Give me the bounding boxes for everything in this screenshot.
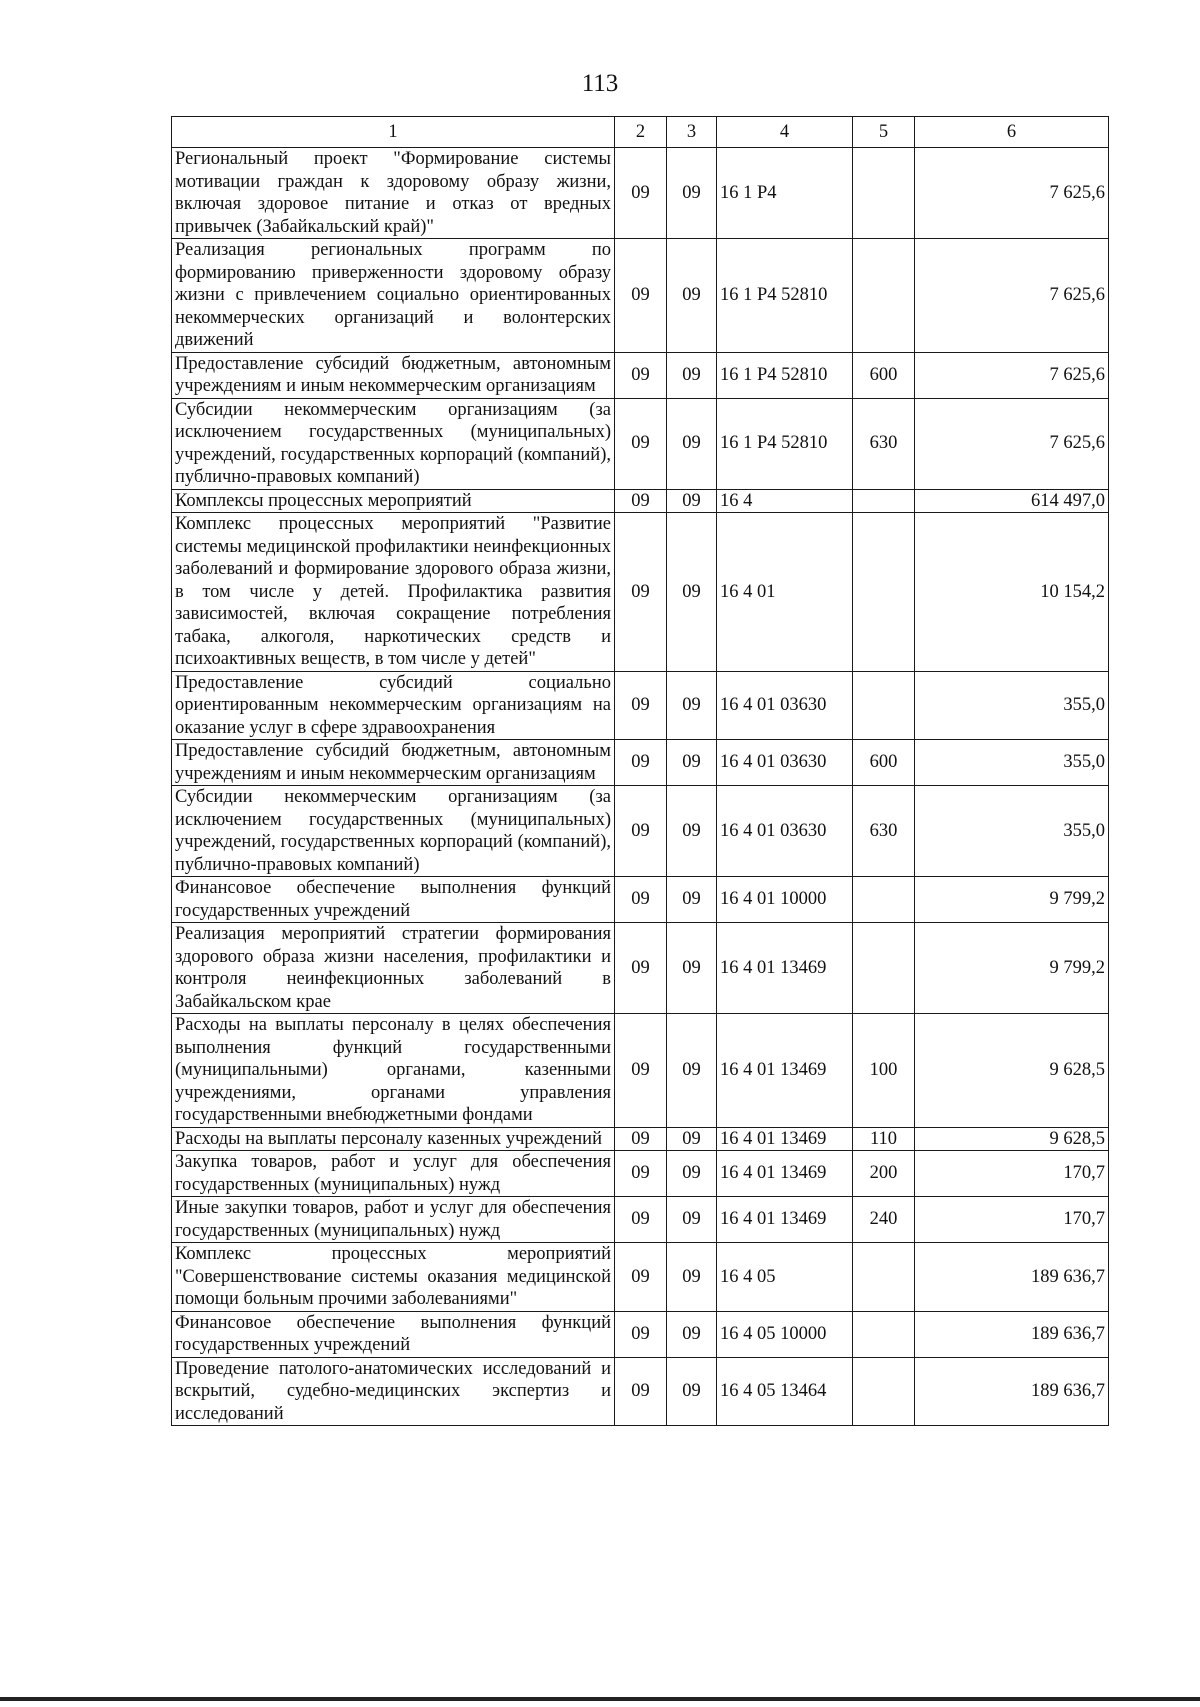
expense-name-cell: Расходы на выплаты персоналу казенных учреждений: [172, 1127, 615, 1151]
table-row: [172, 1014, 1109, 1128]
table-row: [172, 1197, 1109, 1243]
expense-type-cell: [853, 239, 915, 353]
table-body: [172, 148, 1109, 1426]
amount-cell: 9 799,2: [915, 877, 1109, 923]
expense-name-cell: Иные закупки товаров, работ и услуг для обеспечения государственных (муниципальных) нужд: [172, 1197, 615, 1243]
section-code-cell: 09: [615, 489, 667, 513]
expense-type-cell: [853, 513, 915, 672]
expense-type-cell: [853, 148, 915, 239]
expense-type-cell: 100: [853, 1014, 915, 1128]
section-code-cell: 09: [615, 786, 667, 877]
table-row: [172, 1151, 1109, 1197]
subsection-code-cell: 09: [667, 398, 717, 489]
subsection-code-cell: 09: [667, 489, 717, 513]
section-code-cell: 09: [615, 1311, 667, 1357]
subsection-code-cell: 09: [667, 1243, 717, 1312]
target-article-cell: 16 1 Р4 52810: [717, 398, 853, 489]
subsection-code-cell: 09: [667, 1357, 717, 1426]
expense-type-cell: [853, 1243, 915, 1312]
page-number: 113: [581, 70, 619, 97]
section-code-cell: 09: [615, 398, 667, 489]
amount-cell: 355,0: [915, 671, 1109, 740]
expense-name-cell: Закупка товаров, работ и услуг для обеспечения государственных (муниципальных) нужд: [172, 1151, 615, 1197]
expense-name-cell: Расходы на выплаты персоналу в целях обеспечения выполнения функций государственными (муниципальными) органами, казенными учреждениями, органами управления государственными внебюджетными фондами: [172, 1014, 615, 1128]
amount-cell: 189 636,7: [915, 1243, 1109, 1312]
amount-cell: 189 636,7: [915, 1311, 1109, 1357]
subsection-code-cell: 09: [667, 1014, 717, 1128]
section-code-cell: 09: [615, 671, 667, 740]
expense-type-cell: 600: [853, 740, 915, 786]
expense-type-cell: [853, 1357, 915, 1426]
target-article-cell: 16 4 01 13469: [717, 1127, 853, 1151]
expense-name-cell: Реализация региональных программ по формированию приверженности здоровому образу жизни с привлечением социально ориентированных некоммерческих организаций и волонтерских движений: [172, 239, 615, 353]
subsection-code-cell: 09: [667, 671, 717, 740]
expense-name-cell: Комплексы процессных мероприятий: [172, 489, 615, 513]
expense-name-cell: Комплекс процессных мероприятий "Совершенствование системы оказания медицинской помощи больным прочими заболеваниями": [172, 1243, 615, 1312]
target-article-cell: 16 4 01 03630: [717, 786, 853, 877]
target-article-cell: 16 4 01 10000: [717, 877, 853, 923]
subsection-code-cell: 09: [667, 877, 717, 923]
expense-type-cell: 110: [853, 1127, 915, 1151]
section-code-cell: 09: [615, 877, 667, 923]
target-article-cell: 16 4 05: [717, 1243, 853, 1312]
table-row: [172, 786, 1109, 877]
expense-type-cell: [853, 923, 915, 1014]
section-code-cell: 09: [615, 1014, 667, 1128]
subsection-code-cell: 09: [667, 352, 717, 398]
amount-cell: 355,0: [915, 740, 1109, 786]
target-article-cell: 16 4 05 10000: [717, 1311, 853, 1357]
header-col-3: 3: [667, 117, 717, 148]
target-article-cell: 16 1 Р4 52810: [717, 239, 853, 353]
expense-name-cell: Финансовое обеспечение выполнения функций государственных учреждений: [172, 1311, 615, 1357]
table-row: [172, 1357, 1109, 1426]
expense-name-cell: Финансовое обеспечение выполнения функций государственных учреждений: [172, 877, 615, 923]
section-code-cell: 09: [615, 239, 667, 353]
expense-name-cell: Предоставление субсидий социально ориентированным некоммерческим организациям на оказание услуг в сфере здравоохранения: [172, 671, 615, 740]
section-code-cell: 09: [615, 1151, 667, 1197]
header-col-6: 6: [915, 117, 1109, 148]
expense-name-cell: Субсидии некоммерческим организациям (за исключением государственных (муниципальных) учреждений, государственных корпораций (компаний), публично-правовых компаний): [172, 398, 615, 489]
expense-name-cell: Предоставление субсидий бюджетным, автономным учреждениям и иным некоммерческим организациям: [172, 740, 615, 786]
amount-cell: 7 625,6: [915, 239, 1109, 353]
section-code-cell: 09: [615, 1127, 667, 1151]
header-col-5: 5: [853, 117, 915, 148]
amount-cell: 355,0: [915, 786, 1109, 877]
expense-name-cell: Предоставление субсидий бюджетным, автономным учреждениям и иным некоммерческим организациям: [172, 352, 615, 398]
target-article-cell: 16 4 01 13469: [717, 923, 853, 1014]
expense-type-cell: 630: [853, 398, 915, 489]
table-row: [172, 740, 1109, 786]
amount-cell: 614 497,0: [915, 489, 1109, 513]
subsection-code-cell: 09: [667, 923, 717, 1014]
subsection-code-cell: 09: [667, 1311, 717, 1357]
expense-type-cell: 600: [853, 352, 915, 398]
target-article-cell: 16 4 01: [717, 513, 853, 672]
expense-type-cell: [853, 877, 915, 923]
table-row: [172, 877, 1109, 923]
expense-type-cell: [853, 1311, 915, 1357]
section-code-cell: 09: [615, 1197, 667, 1243]
target-article-cell: 16 1 Р4 52810: [717, 352, 853, 398]
target-article-cell: 16 4 01 13469: [717, 1151, 853, 1197]
header-col-1: 1: [172, 117, 615, 148]
table-row: [172, 398, 1109, 489]
section-code-cell: 09: [615, 513, 667, 672]
table-row: [172, 1127, 1109, 1151]
amount-cell: 9 799,2: [915, 923, 1109, 1014]
subsection-code-cell: 09: [667, 1127, 717, 1151]
section-code-cell: 09: [615, 352, 667, 398]
bottom-scan-edge: [0, 1697, 1200, 1701]
expense-type-cell: [853, 671, 915, 740]
subsection-code-cell: 09: [667, 148, 717, 239]
target-article-cell: 16 4 01 03630: [717, 671, 853, 740]
table-row: [172, 148, 1109, 239]
amount-cell: 10 154,2: [915, 513, 1109, 672]
section-code-cell: 09: [615, 923, 667, 1014]
subsection-code-cell: 09: [667, 239, 717, 353]
table-row: [172, 489, 1109, 513]
table-row: [172, 352, 1109, 398]
expense-name-cell: Реализация мероприятий стратегии формирования здорового образа жизни населения, профилактики и контроля неинфекционных заболеваний в Забайкальском крае: [172, 923, 615, 1014]
table-row: [172, 239, 1109, 353]
expense-name-cell: Субсидии некоммерческим организациям (за исключением государственных (муниципальных) учреждений, государственных корпораций (компаний), публично-правовых компаний): [172, 786, 615, 877]
amount-cell: 170,7: [915, 1151, 1109, 1197]
amount-cell: 189 636,7: [915, 1357, 1109, 1426]
target-article-cell: 16 4 01 13469: [717, 1014, 853, 1128]
header-col-4: 4: [717, 117, 853, 148]
table-row: [172, 671, 1109, 740]
table-row: [172, 513, 1109, 672]
subsection-code-cell: 09: [667, 513, 717, 672]
table-row: [172, 1243, 1109, 1312]
section-code-cell: 09: [615, 1357, 667, 1426]
amount-cell: 7 625,6: [915, 148, 1109, 239]
expense-name-cell: Проведение патолого-анатомических исследований и вскрытий, судебно-медицинских экспертиз и исследований: [172, 1357, 615, 1426]
subsection-code-cell: 09: [667, 1197, 717, 1243]
amount-cell: 7 625,6: [915, 352, 1109, 398]
expense-name-cell: Комплекс процессных мероприятий "Развитие системы медицинской профилактики неинфекционных заболеваний и формирование здорового образа жизни, в том числе у детей. Профилактика развития зависимостей, включая сокращение потребления табака, алкоголя, наркотических средств и психоактивных веществ, в том числе у детей": [172, 513, 615, 672]
amount-cell: 9 628,5: [915, 1127, 1109, 1151]
target-article-cell: 16 4: [717, 489, 853, 513]
amount-cell: 9 628,5: [915, 1014, 1109, 1128]
target-article-cell: 16 4 01 03630: [717, 740, 853, 786]
table-row: [172, 923, 1109, 1014]
table-header-row: [172, 117, 1109, 148]
expense-name-cell: Региональный проект "Формирование системы мотивации граждан к здоровому образу жизни, включая здоровое питание и отказ от вредных привычек (Забайкальский край)": [172, 148, 615, 239]
amount-cell: 170,7: [915, 1197, 1109, 1243]
target-article-cell: 16 4 01 13469: [717, 1197, 853, 1243]
expense-type-cell: 240: [853, 1197, 915, 1243]
section-code-cell: 09: [615, 1243, 667, 1312]
section-code-cell: 09: [615, 148, 667, 239]
budget-table: [171, 116, 1109, 1426]
section-code-cell: 09: [615, 740, 667, 786]
expense-type-cell: 200: [853, 1151, 915, 1197]
expense-type-cell: 630: [853, 786, 915, 877]
target-article-cell: 16 4 05 13464: [717, 1357, 853, 1426]
expense-type-cell: [853, 489, 915, 513]
subsection-code-cell: 09: [667, 786, 717, 877]
target-article-cell: 16 1 Р4: [717, 148, 853, 239]
subsection-code-cell: 09: [667, 740, 717, 786]
subsection-code-cell: 09: [667, 1151, 717, 1197]
amount-cell: 7 625,6: [915, 398, 1109, 489]
header-col-2: 2: [615, 117, 667, 148]
table-row: [172, 1311, 1109, 1357]
